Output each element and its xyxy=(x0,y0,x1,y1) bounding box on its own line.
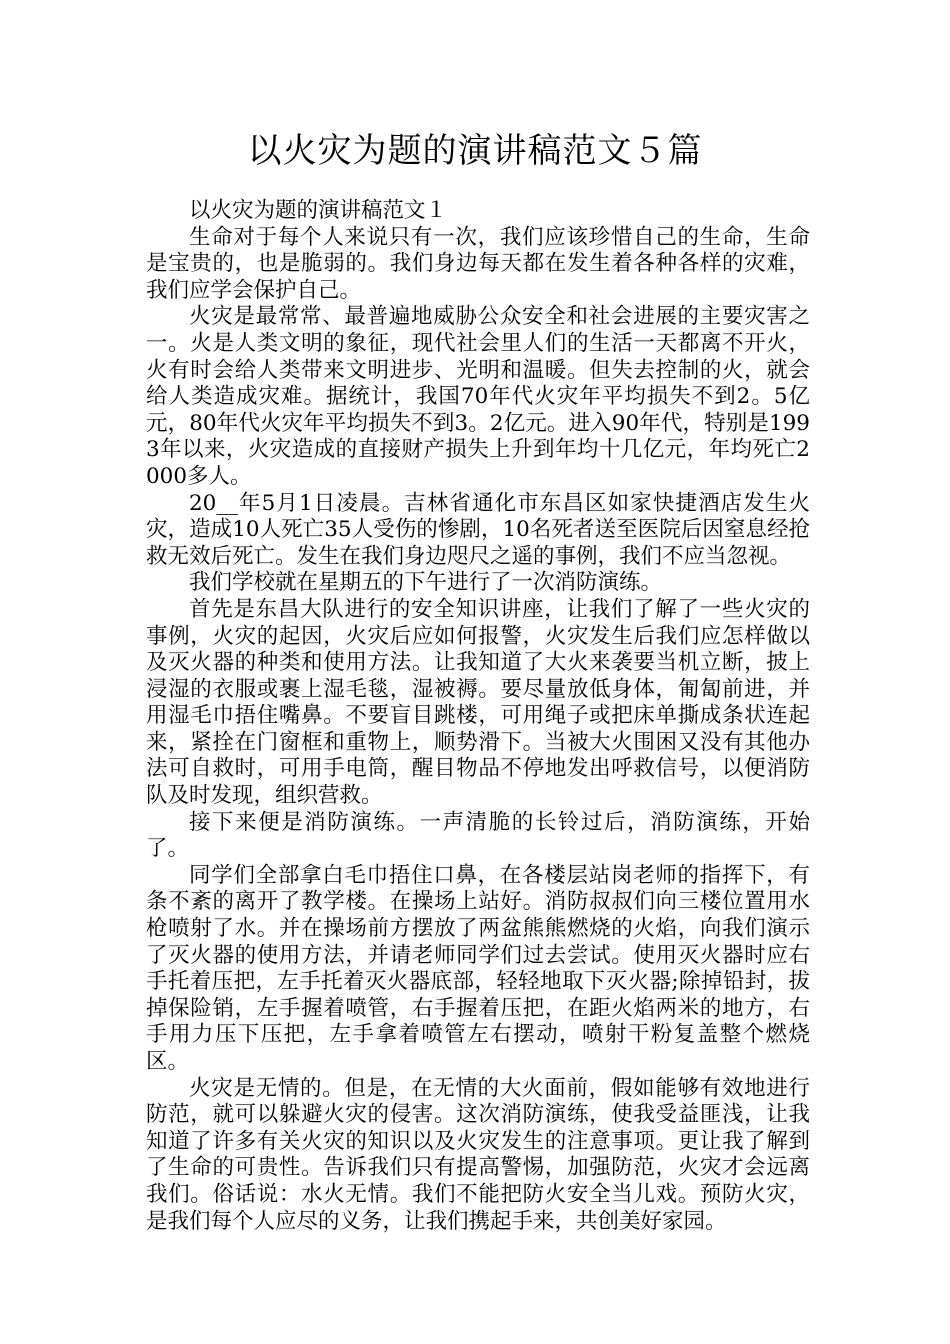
paragraph: 火灾是无情的。但是，在无情的大火面前，假如能够有效地进行防范，就可以躲避火灾的侵害。这次消防演练，使我受益匪浅，让我知道了许多有关火灾的知识以及火灾发生的注意事项。更让我了解到了生命的可贵性。告诉我们只有提高警惕，加强防范，火灾才会远离我们。俗话说：水火无情。我们不能把防火安全当儿戏。预防火灾，是我们每个人应尽的义务，让我们携起手来，共创美好家园。 xyxy=(146,1075,810,1234)
paragraph: 我们学校就在星期五的下午进行了一次消防演练。 xyxy=(189,570,663,596)
paragraph: 生命对于每个人来说只有一次，我们应该珍惜自己的生命，生命是宝贵的，也是脆弱的。我们身边每天都在发生着各种各样的灾难，我们应学会保护自己。 xyxy=(146,224,810,303)
paragraph: 接下来便是消防演练。一声清脆的长铃过后，消防演练，开始了。 xyxy=(146,809,810,862)
paragraph: 首先是东昌大队进行的安全知识讲座，让我们了解了一些火灾的事例，火灾的起因，火灾后应如何报警，火灾发生后我们应怎样做以及灭火器的种类和使用方法。让我知道了大火来袭要当机立断，披上浸湿的衣服或裹上湿毛毯，湿被褥。要尽量放低身体，匍匐前进，并用湿毛巾捂住嘴鼻。不要盲目跳楼，可用绳子或把床单撕成条状连起来，紧拴在门窗框和重物上，顺势滑下。当被大火围困又没有其他办法可自救时，可用手电筒，醒目物品不停地发出呼救信号，以便消防队及时发现，组织营救。 xyxy=(146,596,810,809)
section-heading: 以火灾为题的演讲稿范文１ xyxy=(189,198,448,223)
paragraph: 火灾是最常常、最普遍地威胁公众安全和社会进展的主要灾害之一。火是人类文明的象征，现代社会里人们的生活一天都离不开火，火有时会给人类带来文明进步、光明和温暖。但失去控制的火，就会给人类造成灾难。据统计，我国70年代火灾年平均损失不到2。5亿元，80年代火灾年平均损失不到3。2亿元。进入90年代，特别是1993年以来，火灾造成的直接财产损失上升到年均十几亿元，年均死亡2000多人。 xyxy=(146,304,810,489)
document-title: 以火灾为题的演讲稿范文５篇 xyxy=(247,131,703,171)
paragraph: 20__年5月1日凌晨。吉林省通化市东昌区如家快捷酒店发生火灾，造成10人死亡35人受伤的惨剧，10名死者送至医院后因窒息经抢救无效后死亡。发生在我们身边咫尺之遥的事例，我们不应当忽视。 xyxy=(146,490,810,569)
paragraph: 同学们全部拿白毛巾捂住口鼻，在各楼层站岗老师的指挥下，有条不紊的离开了教学楼。在操场上站好。消防叔叔们向三楼位置用水枪喷射了水。并在操场前方摆放了两盆熊熊燃烧的火焰，向我们演示了灭火器的使用方法，并请老师同学们过去尝试。使用灭火器时应右手托着压把，左手托着灭火器底部，轻轻地取下灭火器;除掉铅封，拔掉保险销，左手握着喷管，右手握着压把，在距火焰两米的地方，右手用力压下压把，左手拿着喷管左右摆动，喷射干粉复盖整个燃烧区。 xyxy=(146,862,810,1074)
document-body xyxy=(146,198,810,1235)
